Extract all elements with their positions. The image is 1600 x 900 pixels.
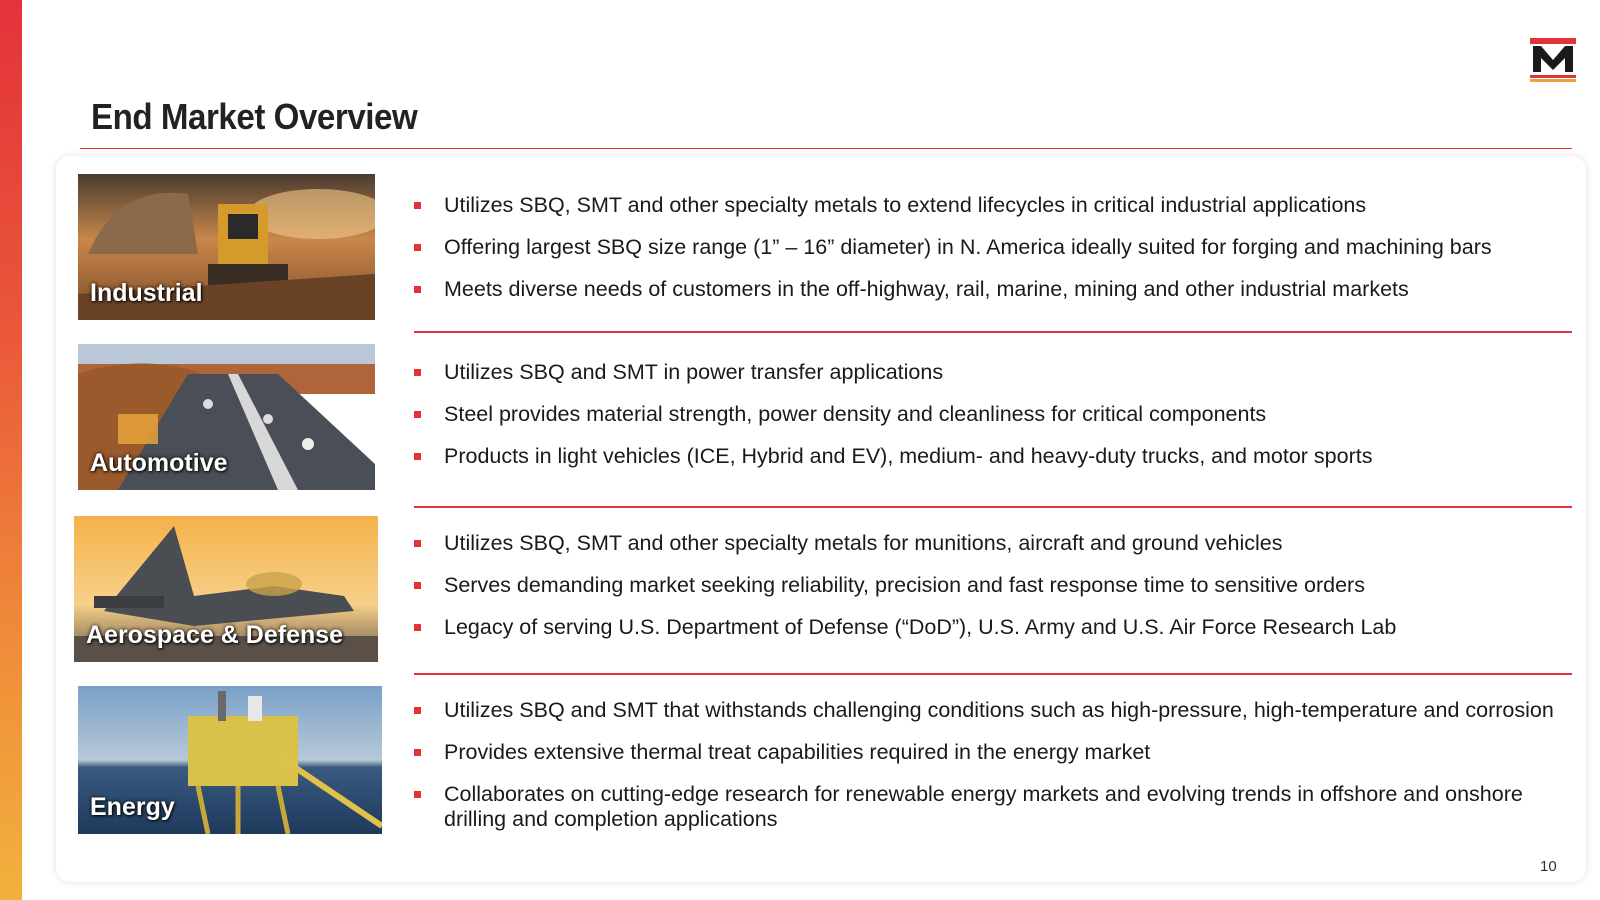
- list-item: Steel provides material strength, power density and cleanliness for critical components: [414, 402, 1372, 427]
- bullet-square-icon: [414, 244, 421, 251]
- bullet-square-icon: [414, 791, 421, 798]
- aerospace-defense-image: [74, 516, 378, 662]
- industrial-image: [78, 174, 375, 320]
- list-item: Serves demanding market seeking reliability, precision and fast response time to sensitive orders: [414, 573, 1396, 598]
- automotive-bullet-list: [414, 360, 1372, 486]
- bullet-square-icon: [414, 540, 421, 547]
- list-item: Provides extensive thermal treat capabilities required in the energy market: [414, 740, 1564, 765]
- list-item: Utilizes SBQ, SMT and other specialty metals for munitions, aircraft and ground vehicles: [414, 531, 1396, 556]
- page-number: 10: [1540, 858, 1557, 875]
- bullet-square-icon: [414, 453, 421, 460]
- list-item: Utilizes SBQ and SMT in power transfer applications: [414, 360, 1372, 385]
- automotive-image: [78, 344, 375, 490]
- industrial-bullet-list: [414, 193, 1492, 319]
- bullet-square-icon: [414, 624, 421, 631]
- bullet-square-icon: [414, 202, 421, 209]
- side-accent-bar: [0, 0, 22, 900]
- bullet-square-icon: [414, 286, 421, 293]
- bullet-square-icon: [414, 707, 421, 714]
- aerospace-defense-bullet-list: [414, 531, 1396, 657]
- aerospace-defense-label: Aerospace & Defense: [86, 621, 344, 649]
- title-divider: [80, 148, 1572, 149]
- list-item: Utilizes SBQ and SMT that withstands challenging conditions such as high-pressure, high-temperature and corrosion: [414, 698, 1564, 723]
- bullet-square-icon: [414, 749, 421, 756]
- industrial-label: Industrial: [90, 279, 203, 307]
- bullet-square-icon: [414, 411, 421, 418]
- list-item: Offering largest SBQ size range (1” – 16” diameter) in N. America ideally suited for forging and machining bars: [414, 235, 1492, 260]
- list-item: Legacy of serving U.S. Department of Defense (“DoD”), U.S. Army and U.S. Air Force Research Lab: [414, 615, 1396, 640]
- page-title: End Market Overview: [91, 96, 418, 137]
- list-item: Products in light vehicles (ICE, Hybrid and EV), medium- and heavy-duty trucks, and motor sports: [414, 444, 1372, 469]
- section-divider: [414, 506, 1572, 508]
- bullet-square-icon: [414, 582, 421, 589]
- energy-image: [78, 686, 382, 834]
- list-item: Utilizes SBQ, SMT and other specialty metals to extend lifecycles in critical industrial applications: [414, 193, 1492, 218]
- section-divider: [414, 331, 1572, 333]
- automotive-label: Automotive: [90, 449, 228, 477]
- section-divider: [414, 673, 1572, 675]
- energy-label: Energy: [90, 793, 175, 821]
- list-item: Collaborates on cutting-edge research for renewable energy markets and evolving trends in offshore and onshore drilling and completion applications: [414, 782, 1564, 832]
- energy-bullet-list: [414, 698, 1564, 849]
- list-item: Meets diverse needs of customers in the off-highway, rail, marine, mining and other industrial markets: [414, 277, 1492, 302]
- bullet-square-icon: [414, 369, 421, 376]
- company-m-logo-icon: [1530, 38, 1576, 82]
